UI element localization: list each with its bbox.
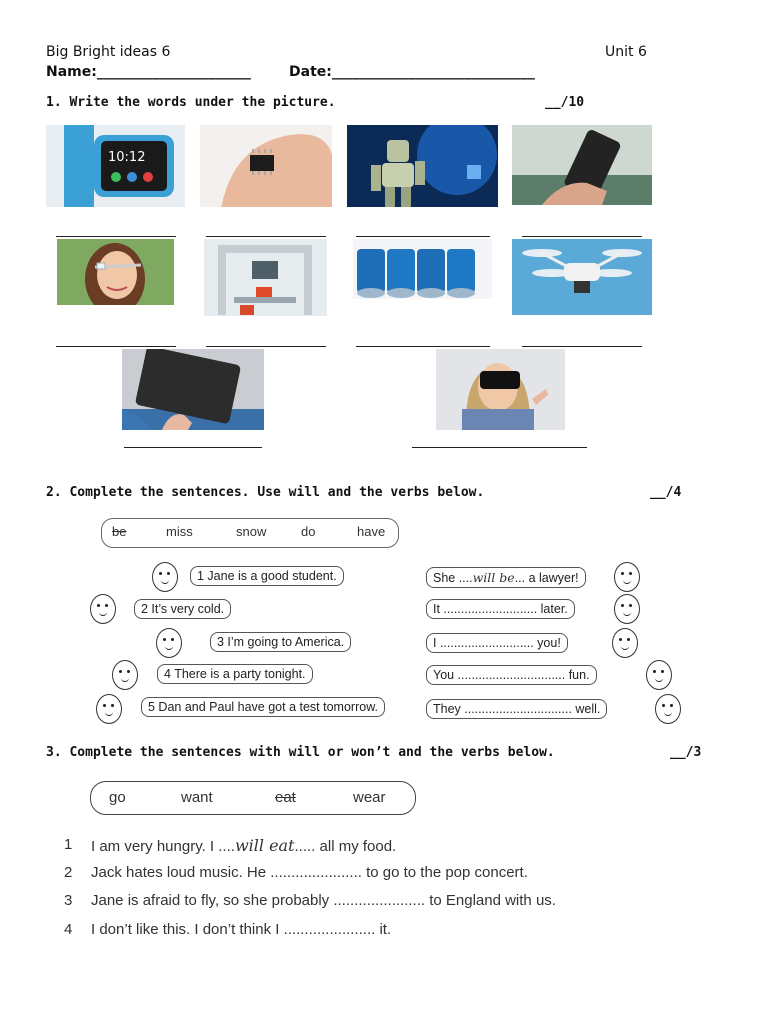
word-snow: snow bbox=[236, 524, 267, 539]
name-field[interactable]: Name:______________________ bbox=[46, 64, 251, 80]
word-wear: wear bbox=[353, 789, 386, 806]
face-icon bbox=[152, 562, 178, 592]
task1-score: __/10 bbox=[545, 95, 585, 110]
microchip-photo bbox=[200, 125, 332, 207]
answer-before: You ............................... fun. bbox=[433, 668, 590, 682]
answer-line[interactable] bbox=[206, 346, 326, 347]
smartwatch-photo bbox=[46, 125, 185, 207]
sentence[interactable] bbox=[91, 836, 396, 855]
book-title: Big Bright ideas 6 bbox=[46, 44, 171, 60]
sentence[interactable]: I don’t like this. I don’t think I ...................... it. bbox=[91, 921, 392, 938]
task3-score: __/3 bbox=[670, 745, 702, 760]
answer-bubble[interactable] bbox=[426, 633, 568, 653]
task2-title: 2. Complete the sentences. Use will and the verbs below. bbox=[46, 485, 485, 500]
handwritten-answer: will be bbox=[472, 570, 515, 585]
task3-word-bank bbox=[90, 781, 416, 815]
date-field[interactable]: Date:_____________________________ bbox=[289, 64, 535, 80]
smartphone-photo bbox=[512, 125, 652, 205]
unit-label: Unit 6 bbox=[605, 44, 647, 60]
answer-line[interactable] bbox=[56, 346, 176, 347]
answer-line[interactable] bbox=[206, 236, 326, 237]
word-be: be bbox=[112, 524, 127, 539]
answer-line[interactable] bbox=[522, 346, 642, 347]
sentence-number: 1 bbox=[64, 836, 73, 853]
task2-word-bank bbox=[101, 518, 399, 548]
prompt-bubble: 1 Jane is a good student. bbox=[190, 566, 344, 586]
3d-printer-photo bbox=[204, 239, 327, 316]
answer-line[interactable] bbox=[124, 447, 262, 448]
answer-before: They ............................... well. bbox=[433, 702, 601, 716]
face-icon bbox=[646, 660, 672, 690]
face-icon bbox=[96, 694, 122, 724]
task1-title: 1. Write the words under the picture. bbox=[46, 95, 336, 110]
face-icon bbox=[90, 594, 116, 624]
answer-line[interactable] bbox=[356, 236, 490, 237]
word-do: do bbox=[301, 524, 316, 539]
vr-headset-photo bbox=[436, 349, 565, 430]
word-want: want bbox=[181, 789, 213, 806]
sentence-before: I am very hungry. I .... bbox=[91, 838, 235, 855]
answer-bubble[interactable] bbox=[426, 699, 607, 719]
prompt-bubble: 3 I’m going to America. bbox=[210, 632, 351, 652]
answer-bubble[interactable] bbox=[426, 599, 575, 619]
tablet-photo bbox=[122, 349, 264, 430]
sentence-number: 3 bbox=[64, 892, 73, 909]
face-icon bbox=[655, 694, 681, 724]
answer-after: ... a lawyer! bbox=[514, 571, 579, 585]
prompt-bubble: 2 It’s very cold. bbox=[134, 599, 231, 619]
sentence[interactable]: Jack hates loud music. He ...................... to go to the pop concert. bbox=[91, 864, 528, 881]
word-miss: miss bbox=[166, 524, 193, 539]
smart-glasses-photo bbox=[57, 239, 174, 305]
answer-bubble[interactable] bbox=[426, 665, 597, 685]
task3-title: 3. Complete the sentences with will or won’t and the verbs below. bbox=[46, 745, 555, 760]
prompt-bubble: 5 Dan and Paul have got a test tomorrow. bbox=[141, 697, 385, 717]
sentence[interactable]: Jane is afraid to fly, so she probably ...................... to England with us. bbox=[91, 892, 556, 909]
answer-before: She .... bbox=[433, 571, 473, 585]
prompt-bubble: 4 There is a party tonight. bbox=[157, 664, 313, 684]
word-go: go bbox=[109, 789, 126, 806]
answer-line[interactable] bbox=[56, 236, 176, 237]
face-icon bbox=[614, 594, 640, 624]
word-eat: eat bbox=[275, 789, 296, 806]
word-have: have bbox=[357, 524, 386, 539]
batteries-photo bbox=[353, 239, 492, 299]
answer-line[interactable] bbox=[522, 236, 642, 237]
answer-bubble[interactable] bbox=[426, 567, 586, 588]
sentence-number: 2 bbox=[64, 864, 73, 881]
answer-before: It ........................... later. bbox=[433, 602, 568, 616]
handwritten-answer: will eat bbox=[234, 836, 295, 855]
answer-before: I ........................... you! bbox=[433, 636, 561, 650]
robot-photo bbox=[347, 125, 498, 207]
face-icon bbox=[614, 562, 640, 592]
sentence-number: 4 bbox=[64, 921, 73, 938]
sentence-after: ..... all my food. bbox=[294, 838, 397, 855]
face-icon bbox=[112, 660, 138, 690]
drone-photo bbox=[512, 239, 652, 315]
answer-line[interactable] bbox=[412, 447, 587, 448]
face-icon bbox=[612, 628, 638, 658]
answer-line[interactable] bbox=[356, 346, 490, 347]
face-icon bbox=[156, 628, 182, 658]
task2-score: __/4 bbox=[650, 485, 682, 500]
svg-text:10:12: 10:12 bbox=[108, 150, 146, 165]
